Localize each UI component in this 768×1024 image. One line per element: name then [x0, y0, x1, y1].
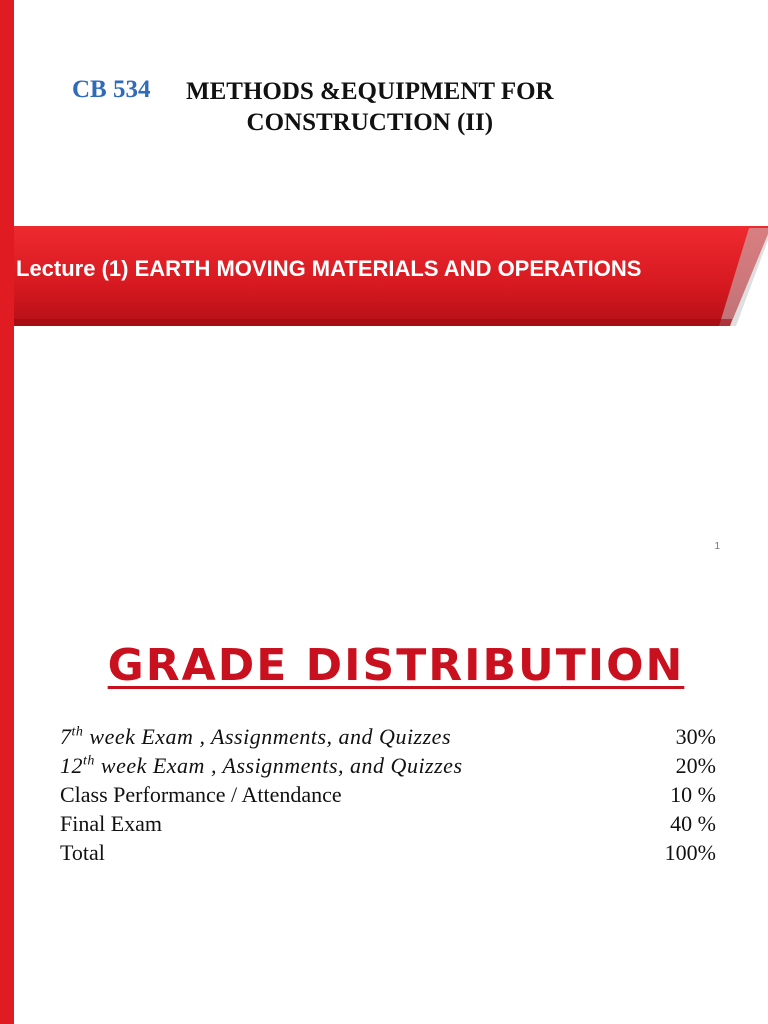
course-title-line2: CONSTRUCTION (II) [246, 109, 494, 136]
grade-label: Total [60, 840, 105, 865]
lecture-title: Lecture (1) EARTH MOVING MATERIALS AND OPERATIONS [16, 256, 642, 281]
grade-row [60, 753, 720, 782]
page-number: 1 [714, 541, 720, 552]
grade-label: 12th week Exam , Assignments, and Quizzes [60, 753, 463, 778]
grade-value: 20% [675, 753, 716, 778]
grade-label: 7th week Exam , Assignments, and Quizzes [60, 724, 452, 749]
grade-label: Final Exam [60, 811, 163, 836]
grade-label: Class Performance / Attendance [60, 782, 342, 807]
grade-value: 100% [664, 840, 716, 865]
grade-row [60, 811, 720, 840]
left-accent-bar [0, 0, 14, 576]
grade-row [60, 724, 720, 753]
lecture-banner [14, 226, 768, 326]
grade-slide [0, 576, 768, 1024]
course-code: CB 534 [72, 76, 151, 103]
grade-value: 10 % [670, 782, 716, 807]
course-title [186, 76, 554, 138]
grade-value: 40 % [670, 811, 716, 836]
grade-table [60, 724, 720, 869]
grade-row [60, 782, 720, 811]
grade-value: 30% [675, 724, 716, 749]
grade-distribution-heading: GRADE DISTRIBUTION [107, 640, 685, 691]
grade-row [60, 840, 720, 869]
course-title-line1: METHODS &EQUIPMENT FOR [186, 78, 554, 105]
